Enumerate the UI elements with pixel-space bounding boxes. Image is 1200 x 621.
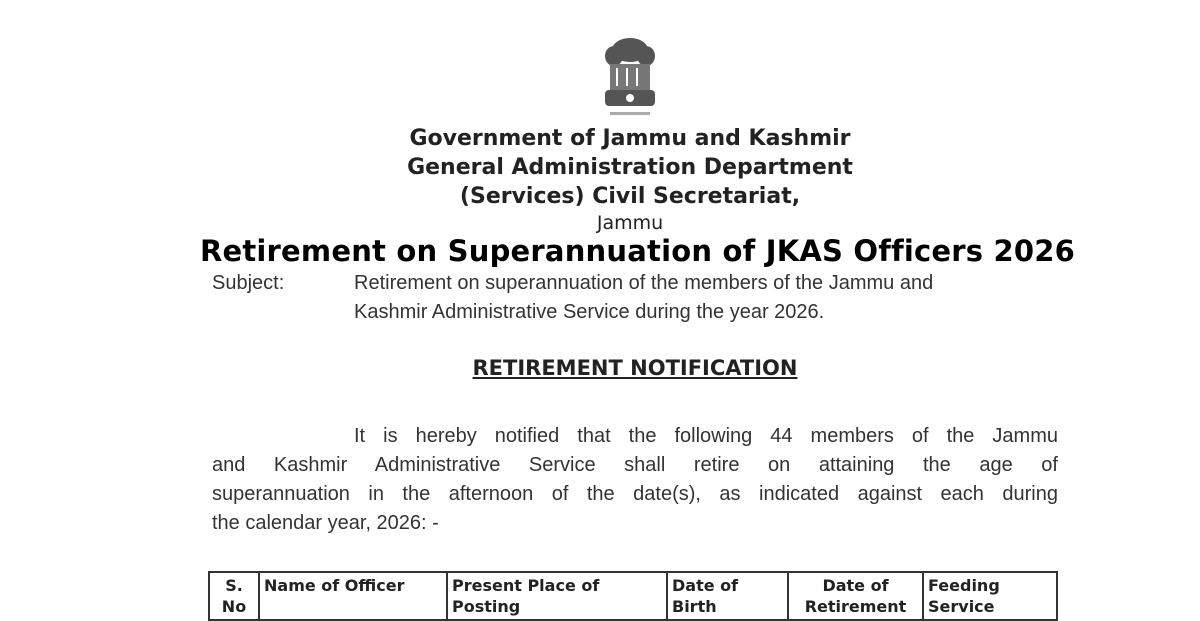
national-emblem-icon <box>596 32 664 120</box>
body-line-3: superannuation in the afternoon of the date(s), as indicated against each during <box>212 483 1058 505</box>
col-name: Name of Officer <box>259 572 447 620</box>
subject-line-2: Kashmir Administrative Service during the year 2026. <box>354 301 825 323</box>
header-city: Jammu <box>596 212 664 234</box>
col-feeding-service: Feeding Service <box>923 572 1057 620</box>
officers-table <box>208 571 1058 621</box>
body-line-2: and Kashmir Administrative Service shall retire on attaining the age of <box>212 454 1058 476</box>
header-department: General Administration Department <box>407 155 853 180</box>
header-secretariat: (Services) Civil Secretariat, <box>459 184 801 209</box>
header-government: Government of Jammu and Kashmir <box>409 126 851 151</box>
body-line-4: the calendar year, 2026: - <box>212 512 439 534</box>
col-retirement: Date of Retirement <box>788 572 923 620</box>
col-sno: S. No <box>209 572 259 620</box>
subject-line-1: Retirement on superannuation of the members of the Jammu and <box>354 272 934 294</box>
table-header-row <box>209 572 1057 620</box>
col-posting: Present Place of Posting <box>447 572 667 620</box>
body-line-1: It is hereby notified that the following 44 members of the Jammu <box>354 425 1058 447</box>
col-dob: Date of Birth <box>667 572 788 620</box>
subject-label: Subject: <box>212 272 285 294</box>
notification-heading: RETIREMENT NOTIFICATION <box>472 356 798 380</box>
overlay-title: Retirement on Superannuation of JKAS Officers 2026 <box>199 234 1076 268</box>
